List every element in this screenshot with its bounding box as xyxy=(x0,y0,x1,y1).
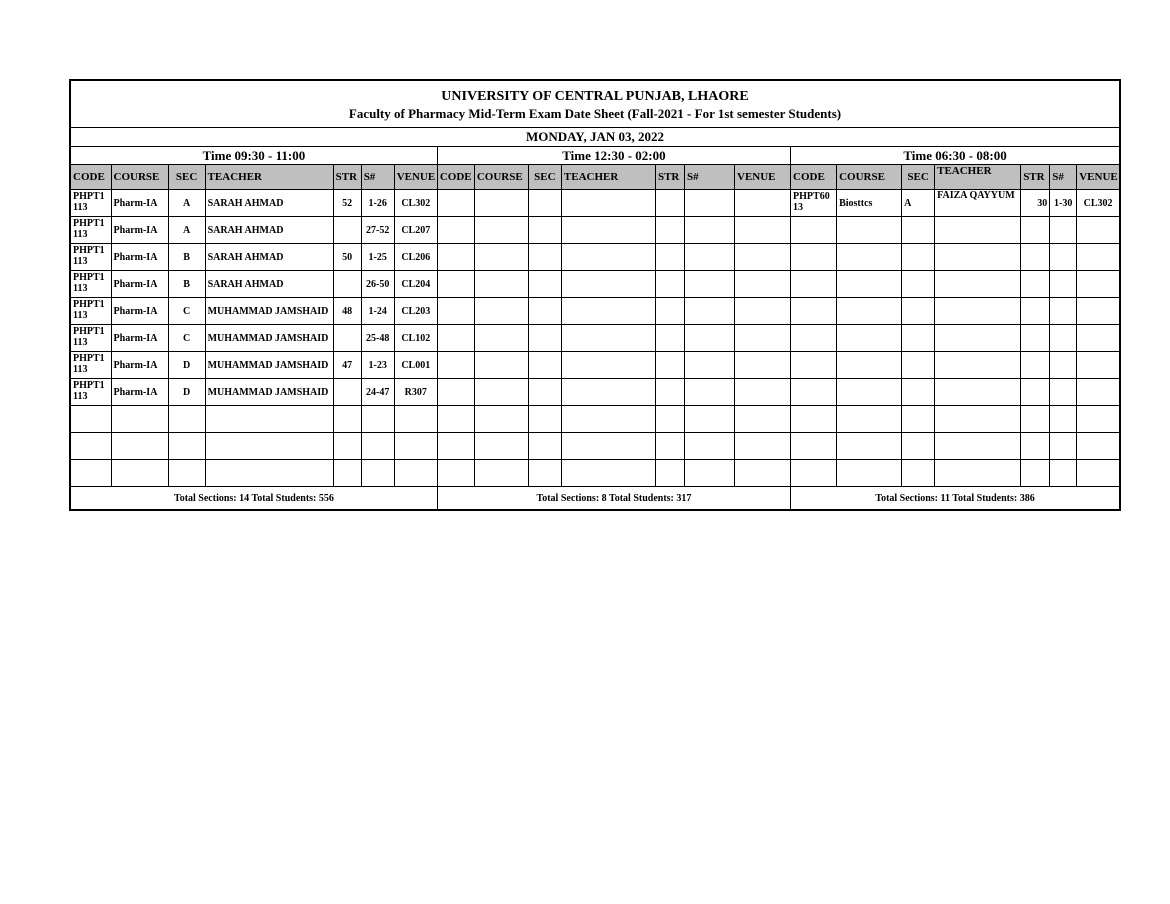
table-row xyxy=(71,271,1119,298)
cell-teacher xyxy=(561,190,655,217)
cell-str xyxy=(655,433,684,460)
cell-venue xyxy=(1077,406,1119,433)
cell-venue xyxy=(1077,433,1119,460)
col-header-sno: S# xyxy=(1050,165,1077,190)
table-row xyxy=(71,217,1119,244)
cell-sno xyxy=(684,298,734,325)
cell-sno xyxy=(1050,298,1077,325)
sheet-subtitle: Faculty of Pharmacy Mid-Term Exam Date Sheet (Fall-2021 - For 1st semester Students) xyxy=(348,106,842,121)
cell-str xyxy=(333,406,361,433)
table-row xyxy=(71,298,1119,325)
cell-course xyxy=(837,352,902,379)
table-row xyxy=(71,244,1119,271)
cell-code: PHPT1 113 xyxy=(71,325,111,352)
cell-venue xyxy=(735,406,791,433)
col-header-course: COURSE xyxy=(474,165,528,190)
cell-course xyxy=(837,298,902,325)
cell-course xyxy=(111,433,168,460)
cell-sno xyxy=(1050,352,1077,379)
col-header-sec: SEC xyxy=(902,165,935,190)
cell-sno: 1-26 xyxy=(361,190,394,217)
cell-sec xyxy=(168,433,205,460)
cell-sno: 26-50 xyxy=(361,271,394,298)
cell-str xyxy=(333,217,361,244)
cell-code xyxy=(437,244,474,271)
cell-venue xyxy=(1077,217,1119,244)
col-header-str: STR xyxy=(655,165,684,190)
cell-course: Pharm-IA xyxy=(111,325,168,352)
cell-code xyxy=(71,406,111,433)
cell-course xyxy=(474,298,528,325)
cell-course xyxy=(474,379,528,406)
cell-teacher xyxy=(561,379,655,406)
cell-sno xyxy=(684,433,734,460)
cell-sno xyxy=(1050,325,1077,352)
slot-total-2: Total Sections: 8 Total Students: 317 xyxy=(437,487,790,510)
cell-sno xyxy=(684,325,734,352)
cell-teacher: SARAH AHMAD xyxy=(205,244,333,271)
cell-course xyxy=(474,190,528,217)
cell-sec xyxy=(528,190,561,217)
cell-course xyxy=(474,433,528,460)
cell-venue xyxy=(1077,460,1119,487)
cell-teacher: MUHAMMAD JAMSHAID xyxy=(205,352,333,379)
cell-venue: CL302 xyxy=(1077,190,1119,217)
cell-sec xyxy=(902,325,935,352)
cell-sec xyxy=(168,406,205,433)
cell-venue: CL207 xyxy=(394,217,437,244)
cell-sno: 1-25 xyxy=(361,244,394,271)
slot-time-3: Time 06:30 - 08:00 xyxy=(791,147,1119,165)
slot-total-3: Total Sections: 11 Total Students: 386 xyxy=(791,487,1119,510)
cell-venue xyxy=(394,433,437,460)
cell-venue xyxy=(735,460,791,487)
cell-teacher xyxy=(561,271,655,298)
cell-str: 50 xyxy=(333,244,361,271)
cell-code xyxy=(71,433,111,460)
col-header-sno: S# xyxy=(684,165,734,190)
cell-course xyxy=(837,433,902,460)
cell-code xyxy=(791,433,837,460)
cell-teacher: SARAH AHMAD xyxy=(205,271,333,298)
cell-str xyxy=(1021,460,1050,487)
cell-code xyxy=(791,460,837,487)
cell-sec xyxy=(528,217,561,244)
slot-total-1: Total Sections: 14 Total Students: 556 xyxy=(71,487,437,510)
cell-str xyxy=(1021,298,1050,325)
sheet-header xyxy=(71,81,1119,128)
cell-venue: CL204 xyxy=(394,271,437,298)
cell-teacher: MUHAMMAD JAMSHAID xyxy=(205,379,333,406)
table-row xyxy=(71,433,1119,460)
cell-course xyxy=(474,325,528,352)
cell-sec xyxy=(902,217,935,244)
cell-code xyxy=(437,217,474,244)
cell-str xyxy=(333,460,361,487)
col-header-str: STR xyxy=(1021,165,1050,190)
cell-code xyxy=(791,271,837,298)
date-sheet xyxy=(69,79,1121,511)
col-header-sec: SEC xyxy=(528,165,561,190)
table-row xyxy=(71,379,1119,406)
cell-teacher xyxy=(935,433,1021,460)
slot-time-2: Time 12:30 - 02:00 xyxy=(437,147,790,165)
cell-str xyxy=(655,298,684,325)
col-header-code: CODE xyxy=(437,165,474,190)
cell-teacher xyxy=(561,352,655,379)
col-header-str: STR xyxy=(333,165,361,190)
slot-time-1: Time 09:30 - 11:00 xyxy=(71,147,437,165)
cell-venue: CL102 xyxy=(394,325,437,352)
col-header-sno: S# xyxy=(361,165,394,190)
cell-str xyxy=(655,190,684,217)
cell-str: 47 xyxy=(333,352,361,379)
cell-str xyxy=(1021,406,1050,433)
cell-code xyxy=(437,406,474,433)
cell-code xyxy=(71,460,111,487)
cell-teacher: FAIZA QAYYUM xyxy=(935,190,1021,217)
col-header-sec: SEC xyxy=(168,165,205,190)
cell-str xyxy=(1021,325,1050,352)
cell-course: Pharm-IA xyxy=(111,271,168,298)
cell-venue xyxy=(1077,325,1119,352)
cell-course xyxy=(474,244,528,271)
cell-str xyxy=(333,271,361,298)
col-header-teacher: TEACHER xyxy=(561,165,655,190)
cell-sec xyxy=(902,406,935,433)
cell-sno: 1-30 xyxy=(1050,190,1077,217)
cell-venue: R307 xyxy=(394,379,437,406)
cell-sno: 25-48 xyxy=(361,325,394,352)
cell-sec: C xyxy=(168,325,205,352)
cell-course xyxy=(474,271,528,298)
cell-teacher xyxy=(561,460,655,487)
cell-teacher xyxy=(561,244,655,271)
cell-venue xyxy=(735,244,791,271)
cell-course: Biosttcs xyxy=(837,190,902,217)
cell-sec xyxy=(528,298,561,325)
cell-course xyxy=(111,406,168,433)
cell-code: PHPT60 13 xyxy=(791,190,837,217)
cell-sec xyxy=(902,298,935,325)
cell-teacher xyxy=(935,217,1021,244)
col-header-venue: VENUE xyxy=(735,165,791,190)
cell-sno xyxy=(684,379,734,406)
cell-sno xyxy=(684,352,734,379)
col-header-venue: VENUE xyxy=(394,165,437,190)
cell-sno xyxy=(1050,271,1077,298)
cell-sno xyxy=(1050,379,1077,406)
table-row xyxy=(71,406,1119,433)
cell-course xyxy=(837,379,902,406)
cell-sno xyxy=(684,190,734,217)
cell-venue xyxy=(735,217,791,244)
cell-venue xyxy=(1077,352,1119,379)
cell-sec xyxy=(528,379,561,406)
cell-code: PHPT1 113 xyxy=(71,271,111,298)
university-title: UNIVERSITY OF CENTRAL PUNJAB, LHAORE xyxy=(441,89,749,104)
cell-sno: 1-23 xyxy=(361,352,394,379)
cell-course xyxy=(837,217,902,244)
cell-venue xyxy=(1077,244,1119,271)
cell-sec xyxy=(168,460,205,487)
col-header-course: COURSE xyxy=(837,165,902,190)
cell-course: Pharm-IA xyxy=(111,298,168,325)
cell-sec: A xyxy=(168,190,205,217)
cell-course xyxy=(837,325,902,352)
schedule-table xyxy=(71,147,1119,509)
cell-code: PHPT1 113 xyxy=(71,379,111,406)
column-header-row xyxy=(71,165,1119,190)
cell-teacher xyxy=(205,406,333,433)
cell-course xyxy=(474,352,528,379)
cell-sno: 24-47 xyxy=(361,379,394,406)
cell-sno xyxy=(684,217,734,244)
cell-venue xyxy=(394,406,437,433)
cell-sec: C xyxy=(168,298,205,325)
cell-teacher xyxy=(561,406,655,433)
cell-sec: B xyxy=(168,271,205,298)
cell-course xyxy=(474,406,528,433)
cell-teacher xyxy=(935,406,1021,433)
cell-str xyxy=(333,379,361,406)
cell-code: PHPT1 113 xyxy=(71,352,111,379)
cell-venue: CL001 xyxy=(394,352,437,379)
cell-str: 52 xyxy=(333,190,361,217)
table-row xyxy=(71,352,1119,379)
cell-code: PHPT1 113 xyxy=(71,190,111,217)
cell-sec xyxy=(902,379,935,406)
cell-venue: CL206 xyxy=(394,244,437,271)
cell-str xyxy=(655,271,684,298)
cell-str xyxy=(655,352,684,379)
totals-row xyxy=(71,487,1119,510)
cell-code xyxy=(437,460,474,487)
cell-sec xyxy=(528,271,561,298)
cell-sno: 1-24 xyxy=(361,298,394,325)
cell-sec: A xyxy=(168,217,205,244)
cell-teacher xyxy=(935,298,1021,325)
cell-code xyxy=(791,217,837,244)
exam-day: MONDAY, JAN 03, 2022 xyxy=(71,128,1119,147)
table-row xyxy=(71,460,1119,487)
cell-teacher xyxy=(935,271,1021,298)
cell-course xyxy=(474,460,528,487)
cell-sec xyxy=(528,325,561,352)
cell-sno xyxy=(684,271,734,298)
cell-teacher xyxy=(561,433,655,460)
cell-teacher xyxy=(935,460,1021,487)
cell-code: PHPT1 113 xyxy=(71,244,111,271)
cell-code xyxy=(437,379,474,406)
cell-course xyxy=(474,217,528,244)
cell-str xyxy=(1021,244,1050,271)
cell-sno xyxy=(684,406,734,433)
cell-course xyxy=(837,271,902,298)
cell-sec xyxy=(528,406,561,433)
cell-code xyxy=(791,379,837,406)
cell-teacher xyxy=(935,379,1021,406)
cell-course: Pharm-IA xyxy=(111,379,168,406)
cell-teacher xyxy=(935,325,1021,352)
cell-code xyxy=(791,298,837,325)
cell-venue xyxy=(394,460,437,487)
cell-sec xyxy=(902,352,935,379)
cell-teacher xyxy=(561,325,655,352)
cell-course xyxy=(837,460,902,487)
cell-sno xyxy=(1050,406,1077,433)
cell-teacher: MUHAMMAD JAMSHAID xyxy=(205,325,333,352)
cell-venue xyxy=(1077,271,1119,298)
cell-sec xyxy=(528,352,561,379)
cell-code xyxy=(791,406,837,433)
cell-course: Pharm-IA xyxy=(111,244,168,271)
col-header-course: COURSE xyxy=(111,165,168,190)
cell-sec xyxy=(528,460,561,487)
table-row xyxy=(71,190,1119,217)
cell-sno xyxy=(684,460,734,487)
cell-course: Pharm-IA xyxy=(111,352,168,379)
col-header-teacher: TEACHER xyxy=(205,165,333,190)
cell-code xyxy=(437,325,474,352)
cell-str xyxy=(655,460,684,487)
cell-teacher xyxy=(205,460,333,487)
cell-code xyxy=(437,271,474,298)
cell-teacher xyxy=(205,433,333,460)
cell-course xyxy=(837,406,902,433)
cell-teacher xyxy=(561,298,655,325)
cell-str: 30 xyxy=(1021,190,1050,217)
cell-venue xyxy=(1077,298,1119,325)
cell-str xyxy=(1021,217,1050,244)
cell-course xyxy=(111,460,168,487)
cell-sno xyxy=(361,406,394,433)
cell-sno xyxy=(361,433,394,460)
cell-sno xyxy=(361,460,394,487)
cell-str xyxy=(1021,379,1050,406)
cell-code xyxy=(437,190,474,217)
cell-code: PHPT1 113 xyxy=(71,217,111,244)
cell-sec xyxy=(902,460,935,487)
cell-sno xyxy=(1050,244,1077,271)
table-row xyxy=(71,325,1119,352)
cell-sec xyxy=(902,271,935,298)
cell-str xyxy=(655,325,684,352)
cell-teacher xyxy=(561,217,655,244)
cell-sno xyxy=(1050,460,1077,487)
cell-teacher: SARAH AHMAD xyxy=(205,190,333,217)
schedule-rows xyxy=(71,190,1119,487)
cell-course xyxy=(837,244,902,271)
cell-sec: A xyxy=(902,190,935,217)
cell-sec: B xyxy=(168,244,205,271)
cell-code xyxy=(791,325,837,352)
cell-teacher: SARAH AHMAD xyxy=(205,217,333,244)
cell-sec xyxy=(528,244,561,271)
time-slot-row xyxy=(71,147,1119,165)
cell-teacher xyxy=(935,244,1021,271)
cell-str xyxy=(655,244,684,271)
cell-code xyxy=(437,298,474,325)
cell-sno xyxy=(684,244,734,271)
cell-teacher: MUHAMMAD JAMSHAID xyxy=(205,298,333,325)
cell-venue: CL203 xyxy=(394,298,437,325)
cell-str xyxy=(333,433,361,460)
cell-course: Pharm-IA xyxy=(111,190,168,217)
cell-str xyxy=(1021,433,1050,460)
cell-str xyxy=(1021,352,1050,379)
cell-code xyxy=(437,433,474,460)
cell-str xyxy=(333,325,361,352)
cell-venue xyxy=(735,352,791,379)
cell-code xyxy=(437,352,474,379)
cell-venue xyxy=(735,271,791,298)
cell-venue xyxy=(735,379,791,406)
cell-sec xyxy=(902,433,935,460)
cell-sec: D xyxy=(168,352,205,379)
col-header-code: CODE xyxy=(71,165,111,190)
cell-venue: CL302 xyxy=(394,190,437,217)
cell-str: 48 xyxy=(333,298,361,325)
cell-code xyxy=(791,244,837,271)
cell-venue xyxy=(735,325,791,352)
cell-str xyxy=(655,379,684,406)
cell-venue xyxy=(1077,379,1119,406)
col-header-venue: VENUE xyxy=(1077,165,1119,190)
cell-str xyxy=(655,406,684,433)
cell-sec: D xyxy=(168,379,205,406)
cell-sec xyxy=(528,433,561,460)
cell-sec xyxy=(902,244,935,271)
cell-sno xyxy=(1050,433,1077,460)
cell-course: Pharm-IA xyxy=(111,217,168,244)
cell-str xyxy=(1021,271,1050,298)
cell-sno xyxy=(1050,217,1077,244)
cell-str xyxy=(655,217,684,244)
cell-venue xyxy=(735,190,791,217)
cell-venue xyxy=(735,433,791,460)
col-header-code: CODE xyxy=(791,165,837,190)
col-header-teacher: TEACHER xyxy=(935,165,1021,190)
cell-teacher xyxy=(935,352,1021,379)
cell-code: PHPT1 113 xyxy=(71,298,111,325)
cell-sno: 27-52 xyxy=(361,217,394,244)
cell-venue xyxy=(735,298,791,325)
cell-code xyxy=(791,352,837,379)
